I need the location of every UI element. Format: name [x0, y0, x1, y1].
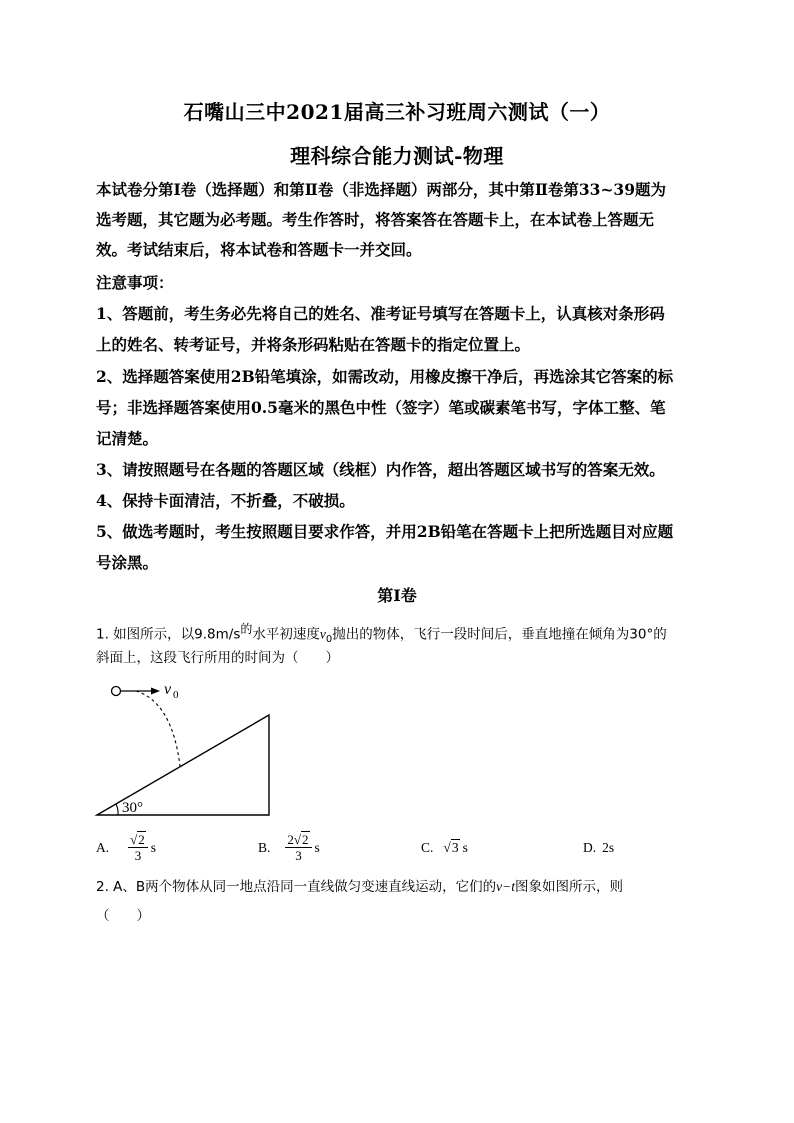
option-c-unit: s	[462, 840, 468, 855]
option-a-letter: A.	[96, 839, 110, 855]
option-b-denominator: 3	[295, 848, 302, 863]
q2-text-a: 2. A、B两个物体从同一地点沿同一直线做匀变速直线运动，它们的	[96, 879, 497, 895]
q2-vt-symbol: v−t	[496, 879, 516, 894]
projectile-ball	[112, 687, 121, 696]
note-4: 4、保持卡面清洁，不折叠，不破损。	[96, 491, 355, 510]
option-b	[258, 832, 320, 863]
note-2-line-2: 号；非选择题答案使用0.5毫米的黑色中性（签字）笔或碳素笔书写，字体工整、笔	[96, 398, 666, 417]
velocity-subscript: 0	[173, 689, 179, 701]
q1-text-b: 的	[240, 622, 253, 636]
option-a-fraction: $\frac{√2}{3}$	[128, 832, 148, 863]
option-a-unit: s	[150, 839, 157, 855]
note-3: 3、请按照题号在各题的答题区域（线框）内作答，超出答题区域书写的答案无效。	[96, 460, 665, 479]
option-b-coefficient: 2	[287, 832, 294, 847]
intro-line-1: 本试卷分第Ⅰ卷（选择题）和第Ⅱ卷（非选择题）两部分，其中第Ⅱ卷第33~39题为	[96, 180, 667, 199]
q2-text-b: 图象如图所示，则	[515, 879, 624, 895]
option-a-radicand: 2	[138, 832, 145, 847]
question-2-line-2: （ ）	[96, 908, 150, 924]
option-b-fraction: $\frac{2√2}{3}$	[285, 832, 311, 863]
option-d-value: 2s	[602, 840, 615, 855]
option-d-letter: D.	[583, 840, 597, 855]
notes-heading: 注意事项：	[96, 273, 174, 292]
option-b-letter: B.	[258, 839, 271, 855]
q1-v-symbol: v	[319, 626, 326, 642]
option-c-letter: C.	[421, 840, 434, 855]
note-2-line-1: 2、选择题答案使用2B铅笔填涂，如需改动，用橡皮擦干净后，再选涂其它答案的标	[96, 367, 674, 386]
q1-v-subscript: 0	[325, 634, 333, 646]
note-5-line-2: 号涂黑。	[96, 553, 159, 572]
section-label: 第Ⅰ卷	[377, 586, 417, 605]
note-5-line-1: 5、做选考题时，考生按照题目要求作答，并用2B铅笔在答题卡上把所选题目对应题	[96, 522, 674, 541]
angle-label: 30°	[122, 800, 143, 816]
velocity-label: v	[164, 681, 172, 698]
option-b-radicand: 2	[302, 832, 309, 847]
angle-arc	[116, 804, 118, 815]
note-1-line-1: 1、答题前，考生务必先将自己的姓名、准考证号填写在答题卡上，认真核对条形码	[96, 304, 665, 323]
trajectory-dashed	[136, 691, 180, 766]
intro-line-3: 效。考试结束后，将本试卷和答题卡一并交回。	[96, 240, 422, 259]
exam-title: 石嘴山三中2021届高三补习班周六测试（一）	[183, 100, 611, 124]
incline-figure	[92, 672, 282, 822]
q1-text-c: 水平初速度	[252, 626, 320, 643]
note-2-line-3: 记清楚。	[96, 429, 159, 448]
q1-text-a: 1. 如图所示，以9.8m/s	[96, 626, 241, 643]
exam-subtitle: 理科综合能力测试-物理	[290, 144, 504, 168]
note-1-line-2: 上的姓名、转考证号，并将条形码粘贴在答题卡的指定位置上。	[96, 335, 531, 354]
question-2-line-1	[96, 872, 700, 902]
intro-line-2: 选考题，其它题为必考题。考生作答时，将答案答在答题卡上，在本试卷上答题无	[96, 210, 655, 229]
q1-text-d: 抛出的物体，飞行一段时间后，垂直地撞在倾角为30°的	[332, 626, 667, 643]
question-1-line-2: 斜面上，这段飞行所用的时间为（ ）	[96, 650, 339, 666]
option-a	[96, 832, 156, 863]
option-b-unit: s	[314, 839, 320, 855]
option-c: C. √3 s	[421, 840, 468, 855]
option-c-radicand: 3	[451, 840, 459, 855]
option-a-denominator: 3	[134, 848, 142, 863]
velocity-arrow-head	[151, 688, 160, 695]
option-d	[583, 840, 614, 856]
